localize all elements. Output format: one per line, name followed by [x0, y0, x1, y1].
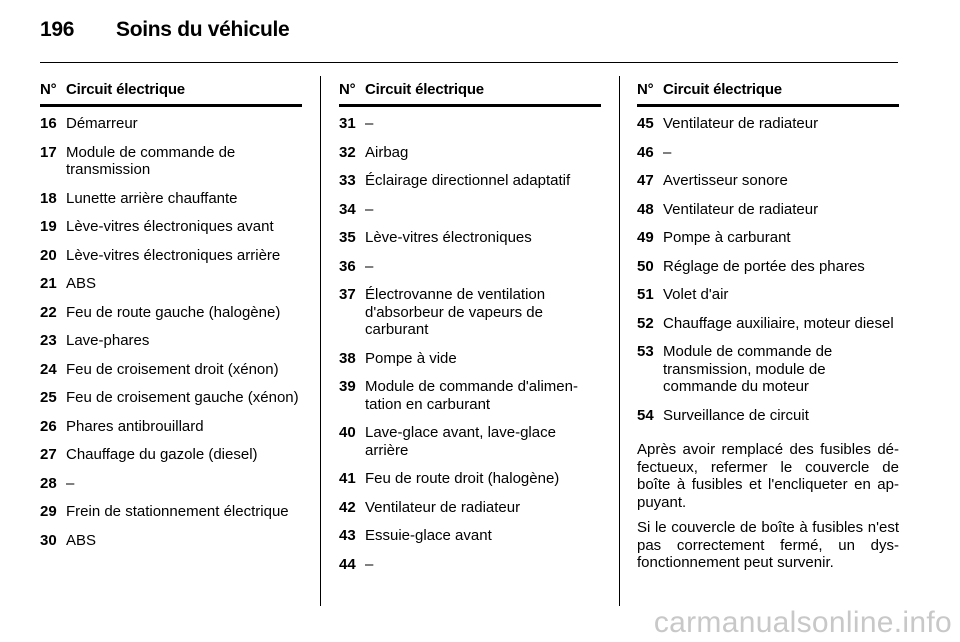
fuse-row [637, 115, 899, 133]
fuse-row [339, 424, 601, 459]
fuse-row [339, 144, 601, 162]
fuse-circuit: Lève-vitres électroniques avant [66, 218, 274, 235]
fuse-number: 32 [339, 143, 356, 161]
fuse-row [40, 389, 302, 407]
fuse-number: 21 [40, 275, 57, 292]
fuse-circuit: ABS [66, 531, 97, 549]
fuse-row [637, 201, 899, 219]
fuse-row [637, 407, 899, 425]
fuse-number: 23 [40, 332, 57, 349]
fuse-circuit: Feu de croisement droit (xénon) [66, 360, 279, 378]
fuse-circuit: – [365, 555, 374, 573]
fuse-row [40, 532, 302, 550]
note-paragraph: Après avoir remplacé des fusibles dé-fectueux, refermer le couvercle de boîte à fusibles et l'encliqueter en ap-puyant. [637, 441, 899, 511]
fuse-circuit: Pompe à carburant [663, 229, 791, 246]
column-header [40, 81, 302, 107]
fuse-row [637, 286, 899, 304]
fuse-row [40, 190, 302, 208]
column-header-label: Circuit électrique [66, 81, 185, 98]
fuse-number: 33 [339, 172, 356, 189]
fuse-number: 41 [339, 470, 356, 487]
fuse-circuit: Feu de route gauche (halogène) [66, 303, 281, 321]
fuse-circuit: Airbag [365, 143, 409, 161]
fuse-row [40, 247, 302, 265]
fuse-column-3 [637, 81, 899, 580]
fuse-row [339, 378, 601, 413]
fuse-circuit: Phares antibrouillard [66, 417, 204, 435]
fuse-row [339, 470, 601, 488]
fuse-number: 16 [40, 115, 57, 132]
fuse-circuit: Ventilateur de radiateur [663, 115, 819, 132]
fuse-number: 24 [40, 360, 57, 378]
fuse-row [40, 304, 302, 322]
fuse-list [637, 115, 899, 424]
fuse-row [40, 332, 302, 350]
fuse-number: 26 [40, 417, 57, 435]
fuse-circuit: Chauffage auxiliaire, moteur diesel [663, 314, 894, 332]
column-divider [320, 76, 321, 606]
note-paragraph: Si le couvercle de boîte à fusibles n'est pas correctement fermé, un dys-fonctionnement peut survenir. [637, 519, 899, 571]
fuse-row [40, 361, 302, 379]
fuse-number: 28 [40, 474, 57, 492]
column-header-no: N° [637, 81, 654, 98]
fuse-circuit: Ventilateur de radiateur [365, 498, 521, 516]
fuse-circuit: Feu de croisement gauche (xénon) [66, 389, 299, 406]
fuse-number: 19 [40, 218, 57, 235]
fuse-number: 40 [339, 424, 356, 441]
fuse-circuit: – [66, 474, 75, 492]
fuse-circuit: Éclairage directionnel adaptatif [365, 172, 571, 189]
fuse-circuit: Lève-vitres électroniques arrière [66, 246, 281, 264]
fuse-circuit: Surveillance de circuit [663, 406, 809, 424]
column-header-label: Circuit électrique [365, 81, 484, 98]
fuse-row [40, 475, 302, 493]
fuse-column-1 [40, 81, 302, 560]
fuse-row [40, 446, 302, 464]
fuse-list [40, 115, 302, 549]
fuse-number: 44 [339, 555, 356, 573]
fuse-number: 43 [339, 527, 356, 544]
fuse-number: 54 [637, 406, 654, 424]
fuse-number: 47 [637, 172, 654, 189]
fuse-number: 25 [40, 389, 57, 406]
column-header [339, 81, 601, 107]
fuse-circuit: ABS [66, 275, 97, 292]
fuse-circuit: Module de commande de transmission [66, 143, 236, 178]
fuse-circuit: Module de commande d'alimen-tation en carburant [365, 378, 578, 413]
fuse-number: 46 [637, 143, 654, 161]
fuse-row [40, 503, 302, 521]
fuse-circuit: – [663, 143, 672, 161]
fuse-row [40, 418, 302, 436]
fuse-row [637, 144, 899, 162]
fuse-row [637, 229, 899, 247]
fuse-number: 20 [40, 246, 57, 264]
fuse-circuit: Réglage de portée des phares [663, 257, 865, 275]
fuse-number: 48 [637, 200, 654, 218]
fuse-list [339, 115, 601, 573]
fuse-circuit: – [365, 200, 374, 218]
spacer [637, 435, 899, 439]
fuse-row [40, 115, 302, 133]
fuse-circuit: – [365, 115, 374, 132]
fuse-circuit: Chauffage du gazole (diesel) [66, 446, 258, 463]
page-number: 196 [40, 18, 75, 41]
fuse-circuit: Ventilateur de radiateur [663, 200, 819, 218]
fuse-number: 36 [339, 257, 356, 275]
fuse-number: 53 [637, 343, 654, 360]
fuse-row [339, 172, 601, 190]
column-header-label: Circuit électrique [663, 81, 782, 98]
column-header-no: N° [40, 81, 57, 98]
fuse-number: 30 [40, 531, 57, 549]
fuse-number: 50 [637, 257, 654, 275]
fuse-row [339, 258, 601, 276]
fuse-column-2 [339, 81, 601, 584]
fuse-row [339, 527, 601, 545]
fuse-number: 38 [339, 349, 356, 367]
fuse-circuit: Feu de route droit (halogène) [365, 470, 560, 487]
fuse-row [339, 286, 601, 339]
fuse-circuit: Démarreur [66, 115, 138, 132]
fuse-circuit: Frein de stationnement électrique [66, 503, 289, 520]
fuse-circuit: Pompe à vide [365, 349, 457, 367]
fuse-row [339, 350, 601, 368]
fuse-row [339, 556, 601, 574]
fuse-number: 35 [339, 229, 356, 246]
fuse-number: 42 [339, 498, 356, 516]
fuse-row [40, 275, 302, 293]
fuse-circuit: Lave-glace avant, lave-glace arrière [365, 424, 556, 459]
fuse-number: 22 [40, 303, 57, 321]
fuse-row [637, 343, 899, 396]
column-divider [619, 76, 620, 606]
fuse-row [637, 172, 899, 190]
column-header-no: N° [339, 81, 356, 98]
fuse-number: 17 [40, 143, 57, 161]
fuse-row [637, 315, 899, 333]
fuse-circuit: – [365, 257, 374, 275]
column-header [637, 81, 899, 107]
page-title: Soins du véhicule [116, 18, 290, 41]
fuse-number: 51 [637, 286, 654, 303]
fuse-circuit: Électrovanne de ventilation d'absorbeur de vapeurs de carburant [365, 286, 546, 338]
fuse-circuit: Essuie-glace avant [365, 527, 492, 544]
fuse-circuit: Lève-vitres électroniques [365, 229, 532, 246]
fuse-number: 39 [339, 378, 356, 395]
page-header [40, 18, 289, 42]
fuse-circuit: Lunette arrière chauffante [66, 189, 238, 207]
fuse-number: 18 [40, 189, 57, 207]
fuse-number: 34 [339, 200, 356, 218]
fuse-number: 29 [40, 503, 57, 520]
fuse-row [40, 144, 302, 179]
header-rule [40, 62, 898, 63]
fuse-circuit: Lave-phares [66, 332, 150, 349]
fuse-number: 27 [40, 446, 57, 463]
fuse-row [339, 201, 601, 219]
fuse-row [40, 218, 302, 236]
fuse-number: 52 [637, 314, 654, 332]
fuse-circuit: Avertisseur sonore [663, 172, 788, 189]
fuse-row [339, 499, 601, 517]
fuse-number: 49 [637, 229, 654, 246]
fuse-number: 31 [339, 115, 356, 132]
fuse-circuit: Module de commande de transmission, module de commande du moteur [663, 343, 833, 395]
fuse-row [339, 115, 601, 133]
fuse-circuit: Volet d'air [663, 286, 729, 303]
fuse-number: 37 [339, 286, 356, 303]
watermark: carmanualsonline.info [653, 606, 952, 639]
fuse-row [339, 229, 601, 247]
fuse-number: 45 [637, 115, 654, 132]
fuse-row [637, 258, 899, 276]
